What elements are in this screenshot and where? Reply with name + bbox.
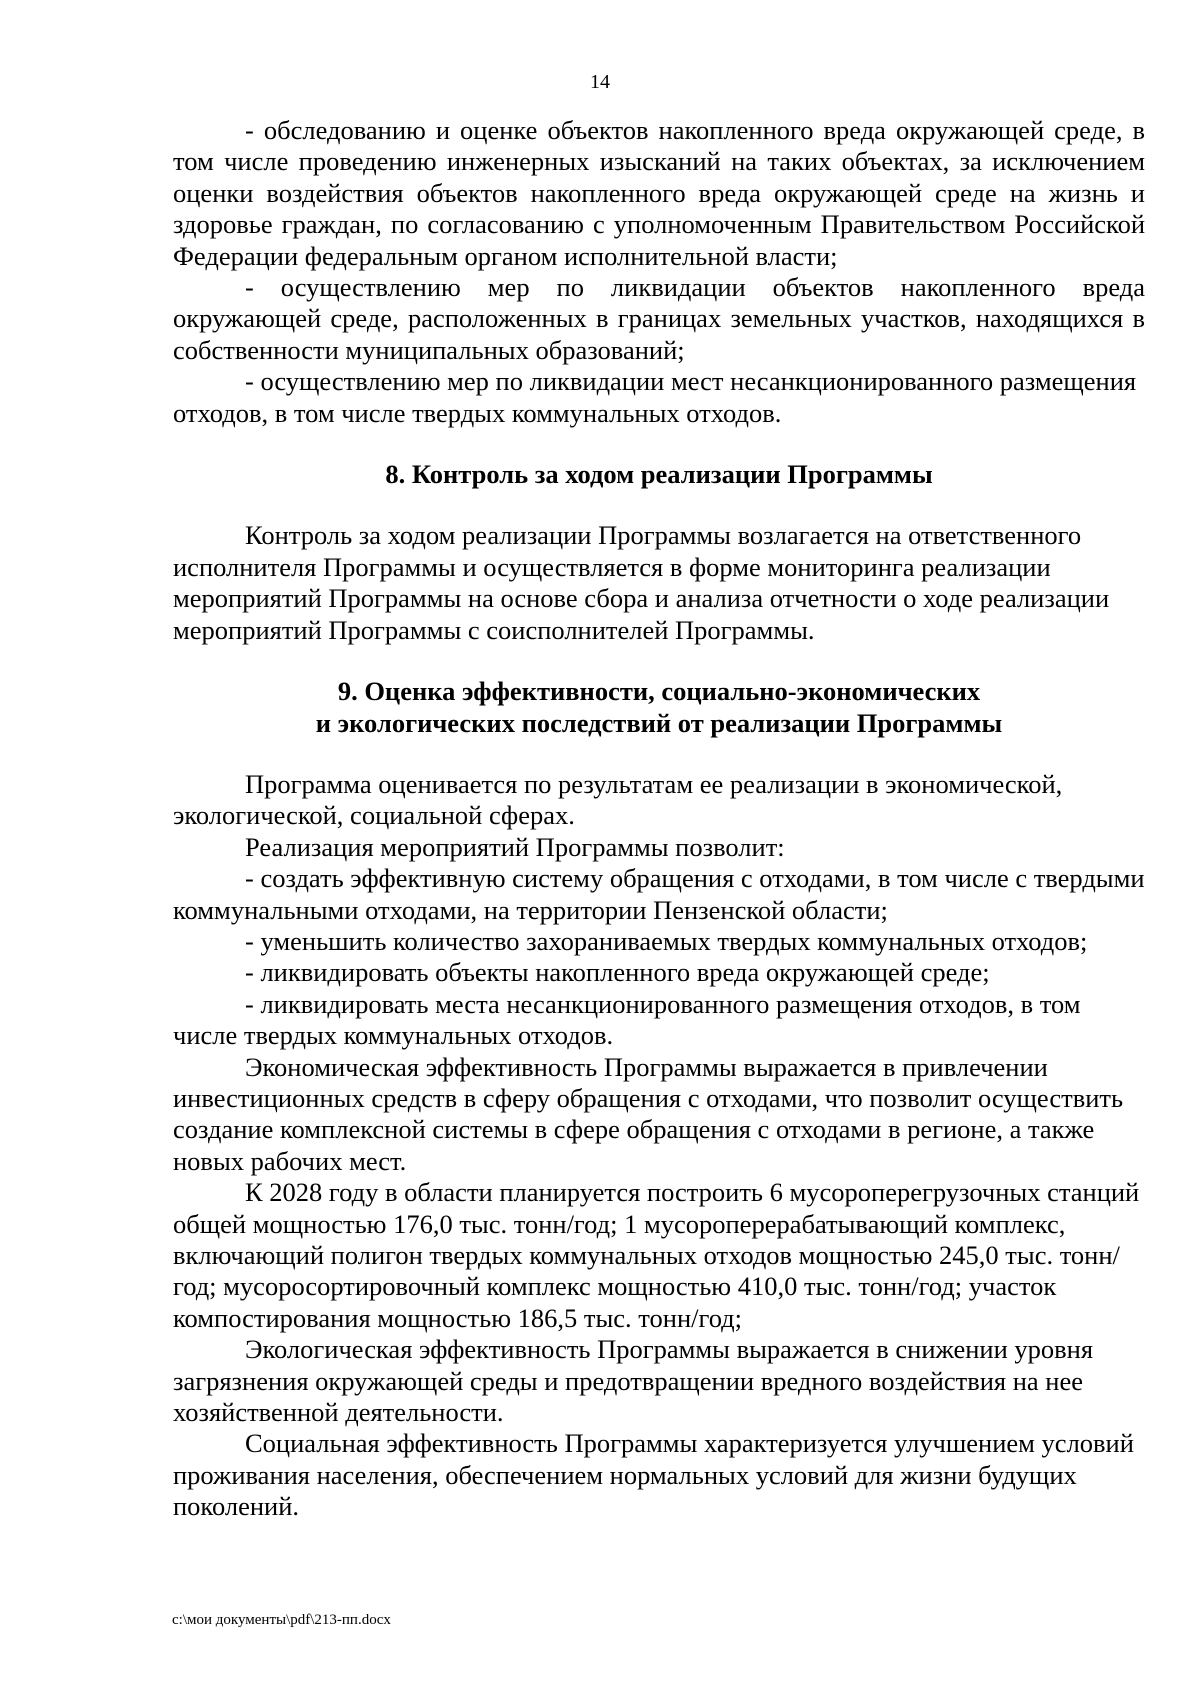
section-9-paragraph-8: К 2028 году в области планируется построить 6 мусороперегрузочных станций общей мощностью 176,0 тыс. тонн/год; 1 мусороперерабатывающий комплекс, включающий полигон твердых коммунальных отходов мощностью 245,0 тыс. тонн/год; мусоросортировочный комплекс мощностью 410,0 тыс. тонн/год; участок компостирования мощностью 186,5 тыс. тонн/год; xyxy=(173,1177,1140,1333)
section-8-paragraph-1: Контроль за ходом реализации Программы возлагается на ответственного исполнителя Программы и осуществляется в форме мониторинга реализации мероприятий Программы на основе сбора и анализа отчетности о ходе реализации мероприятий Программы с соисполнителей Программы. xyxy=(173,520,1110,645)
paragraph-top-1: - обследованию и оценке объектов накопленного вреда окружающей среде, в том числе проведению инженерных изысканий на таких объектах, за исключением оценки воздействия объектов накопленного вреда окружающей среде на жизнь и здоровье граждан, по согласованию с уполномоченным Правительством Российской Федерации федеральным органом исполнительной власти; xyxy=(173,115,1145,271)
spacer xyxy=(173,490,1145,520)
section-9-paragraph-10: Социальная эффективность Программы характеризуется улучшением условий проживания населения, обеспечением нормальных условий для жизни будущих поколений. xyxy=(173,1428,1134,1522)
page-content xyxy=(173,115,1145,1523)
section-9-paragraph-4: - уменьшить количество захораниваемых твердых коммунальных отходов; xyxy=(245,925,1088,956)
paragraph-top-2: - осуществлению мер по ликвидации объектов накопленного вреда окружающей среде, расположенных в границах земельных участков, находящихся в собственности муниципальных образований; xyxy=(173,272,1145,365)
section-9-paragraph-5: - ликвидировать объекты накопленного вреда окружающей среде; xyxy=(245,957,990,988)
section-9-paragraph-6: - ликвидировать места несанкционированного размещения отходов, в том числе твердых коммунальных отходов. xyxy=(173,988,1081,1051)
section-9-heading xyxy=(173,676,1145,739)
section-9-heading-line-2: и экологических последствий от реализации Программы xyxy=(315,707,1003,738)
spacer xyxy=(173,429,1145,459)
section-9-heading-line-1: 9. Оценка эффективности, социально-экономических xyxy=(337,676,981,707)
page-number: 14 xyxy=(590,71,610,93)
section-8-heading: 8. Контроль за ходом реализации Программы xyxy=(385,459,933,490)
section-9-paragraph-1: Программа оценивается по результатам ее реализации в экономической, экологической, социальной сферах. xyxy=(173,768,1063,831)
section-9-paragraph-9: Экологическая эффективность Программы выражается в снижении уровня загрязнения окружающей среды и предотвращении вредного воздействия на нее хозяйственной деятельности. xyxy=(173,1334,1094,1428)
footer-file-path: c:\мои документы\pdf\213-пп.docx xyxy=(172,1612,391,1628)
spacer xyxy=(173,739,1145,769)
section-9-paragraph-3: - создать эффективную систему обращения с отходами, в том числе с твердыми коммунальными отходами, на территории Пензенской области; xyxy=(173,863,1145,925)
section-9-paragraph-7: Экономическая эффективность Программы выражается в привлечении инвестиционных средств в сферу обращения с отходами, что позволит осуществить создание комплексной системы в сфере обращения с отходами в регионе, а также новых рабочих мест. xyxy=(173,1051,1124,1176)
spacer xyxy=(173,646,1145,676)
paragraph-top-3: - осуществлению мер по ликвидации мест несанкционированного размещения отходов, в том числе твердых коммунальных отходов. xyxy=(173,366,1137,428)
section-9-paragraph-2: Реализация мероприятий Программы позволит: xyxy=(245,831,785,862)
